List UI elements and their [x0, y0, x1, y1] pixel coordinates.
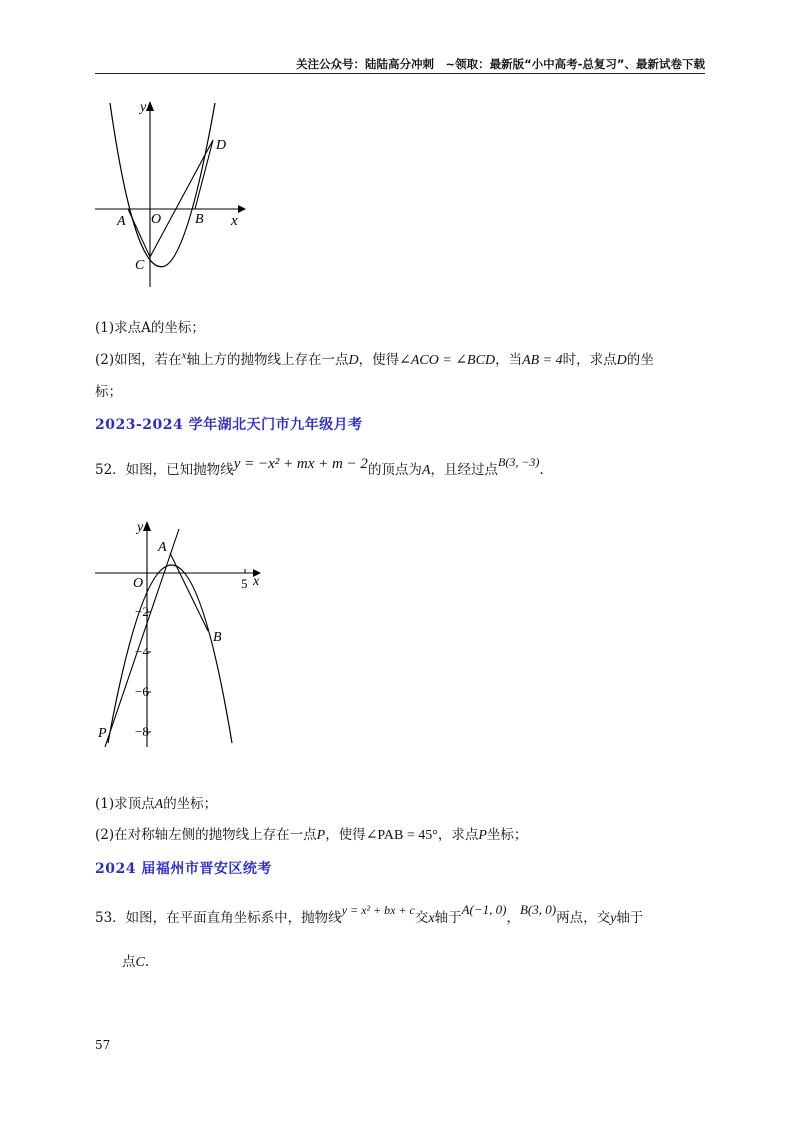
segment-CD: [150, 140, 213, 257]
section-heading-1: 2023-2024 学年湖北天门市九年级月考: [95, 417, 363, 433]
p52-q1-A: A: [154, 797, 164, 812]
label-O: O: [133, 576, 144, 591]
p52-equation: y = −x² + mx + m − 2: [233, 456, 368, 472]
p52-text-2: 的顶点为: [367, 462, 422, 478]
q2-D: D: [348, 353, 359, 368]
page-header: 关注公众号：陆陆高分冲刺 ~领取：最新版“小中高考-总复习”、最新试卷下载: [295, 57, 705, 71]
label-x: x: [253, 574, 260, 589]
label-B: B: [213, 630, 222, 645]
label-A: A: [117, 214, 126, 229]
p52-q1-text: (1)求顶点: [95, 796, 155, 812]
p52-q1-end: 的坐标；: [163, 796, 218, 812]
header-rule: [95, 73, 705, 74]
q2-angle: ∠ACO = ∠BCD: [399, 353, 496, 368]
p53-text-4: 两点，交: [556, 910, 611, 926]
p53-text-3: 轴于: [434, 910, 462, 926]
p53-sep: ，: [506, 910, 520, 926]
page-number: 57: [95, 1038, 111, 1052]
p52-q2-P: P: [316, 828, 326, 843]
q2-text-4: ，当: [495, 352, 523, 368]
p52-q2-text-1: (2)在对称轴左侧的抛物线上存在一点: [95, 827, 317, 843]
label-C: C: [135, 258, 145, 273]
problem53-cont: [122, 950, 149, 971]
label-x: x: [231, 213, 238, 229]
problem53-text: [95, 902, 644, 927]
label-five: 5: [241, 576, 248, 591]
p53-A: A(−1, 0): [461, 902, 507, 917]
p53-text-2: 交: [414, 910, 429, 926]
problem51-q1: (1)求点A的坐标；: [95, 320, 205, 336]
segment-BD: [195, 140, 213, 209]
ytick-minus4: −4: [135, 644, 149, 659]
q2-x: x: [181, 349, 187, 362]
p52-q2-text-3: ，求点: [437, 827, 479, 843]
parabola-curve: [108, 565, 232, 743]
q2-text-5: 时，求点: [562, 352, 617, 368]
problem52-q1: [95, 792, 217, 813]
p52-q2-text-4: 坐标；: [486, 827, 528, 843]
label-y: y: [137, 520, 144, 535]
p52-B: B(3, −3): [498, 455, 540, 469]
segment-AC: [128, 209, 150, 257]
p52-text-1: 52．如图，已知抛物线: [95, 462, 234, 478]
y-axis-arrow: [146, 101, 154, 111]
q2-text-6: 的坐: [626, 352, 654, 368]
p53-C: C: [135, 955, 145, 970]
ytick-minus2: −2: [135, 604, 149, 619]
segment-AB: [170, 553, 208, 631]
p52-q2-text-2: ，使得: [325, 827, 366, 843]
p53-y: y: [610, 911, 617, 926]
q2-text-1: (2)如图，若在: [95, 352, 182, 368]
p52-q2-angle: ∠PAB = 45°: [365, 828, 438, 843]
p52-text-4: .: [539, 462, 544, 478]
y-axis-arrow: [143, 521, 151, 531]
ytick-minus8: −8: [135, 724, 149, 739]
parabola-curve: [110, 103, 215, 267]
x-axis-arrow: [238, 205, 246, 213]
problem52-q2: [95, 823, 527, 844]
problem51-q2: [95, 348, 654, 369]
q2-text-2: 轴上方的抛物线上存在一点: [186, 352, 349, 368]
label-D: D: [216, 138, 227, 153]
label-y: y: [140, 100, 147, 115]
p53-cont-2: .: [144, 954, 150, 970]
p53-x: x: [428, 911, 435, 926]
p53-text-5: 轴于: [616, 910, 644, 926]
problem52-intro: [95, 455, 544, 479]
p53-B: B(3, 0): [519, 902, 557, 917]
label-A: A: [158, 540, 167, 555]
problem51-q2-cont: 标；: [95, 384, 122, 400]
p53-text-1: 53．如图，在平面直角坐标系中，抛物线: [95, 910, 342, 926]
ytick-minus6: −6: [135, 684, 149, 699]
p53-equation: y = x² + bx + c: [341, 903, 415, 917]
p52-text-3: ，且经过点: [430, 462, 498, 478]
label-O: O: [151, 212, 162, 227]
line-PA: [105, 529, 179, 747]
label-P: P: [98, 726, 107, 741]
figure-parabola-2: [95, 515, 275, 750]
q2-ab: AB = 4: [522, 353, 563, 368]
figure-parabola-1: [95, 95, 255, 295]
p52-q2-P2: P: [478, 828, 487, 843]
q2-text-3: ，使得: [358, 352, 400, 368]
section-heading-2: 2024 届福州市晋安区统考: [95, 861, 272, 877]
label-B: B: [195, 212, 204, 227]
q2-D2: D: [616, 353, 627, 368]
p53-cont-1: 点: [122, 954, 136, 970]
p52-A: A: [421, 463, 431, 478]
